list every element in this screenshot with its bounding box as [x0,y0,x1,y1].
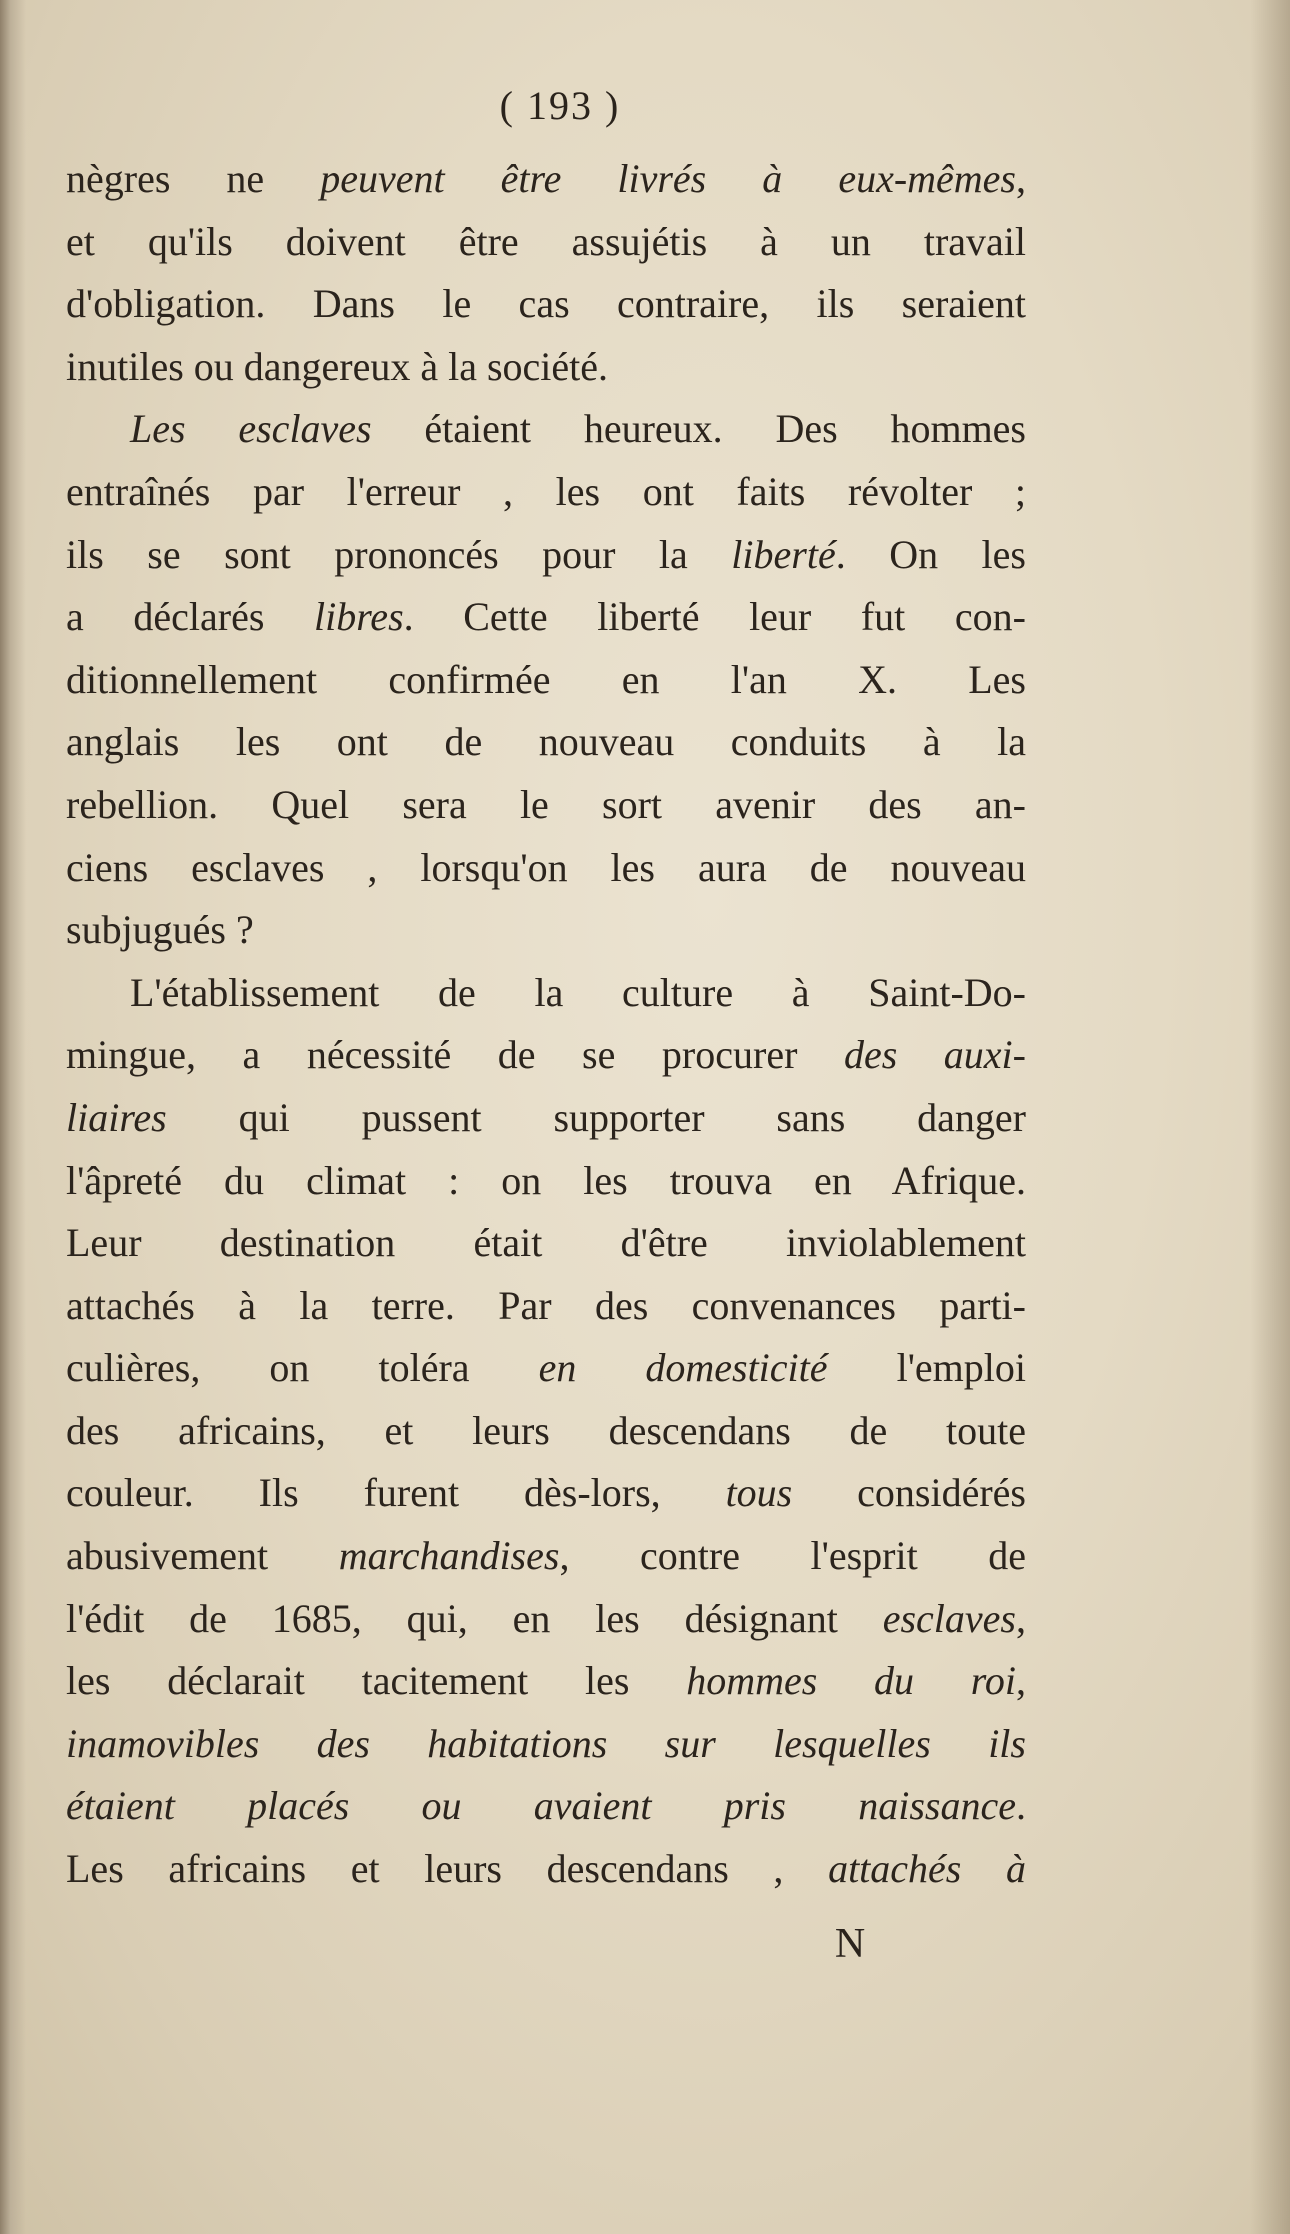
text-run: attachés à la terre. Par des convenances parti- [66,1282,1026,1328]
text-line [66,962,1026,1025]
text-run: abusivement [66,1533,339,1579]
italic-text: liaires [66,1094,167,1140]
text-line [66,1525,1026,1588]
text-line [66,1275,1026,1338]
text-run: les déclarait tacitement les [66,1658,687,1704]
text-line [66,1713,1026,1776]
text-line [66,1337,1026,1400]
text-run: , contre l'esprit de [559,1533,1026,1579]
text-run: anglais les ont de nouveau conduits à la [66,719,1026,765]
text-line [66,1775,1026,1838]
text-line [66,1212,1026,1275]
text-run: culières, on toléra [66,1345,539,1391]
italic-text: en domesticité [538,1345,828,1391]
text-run: . On les [835,531,1026,577]
text-run: inutiles ou dangereux à la société. [66,343,609,389]
text-line [66,711,1026,774]
body-text [66,148,1026,1901]
text-run: , [1016,1658,1026,1704]
text-run: L'établissement de la culture à Saint-Do- [130,969,1026,1015]
text-run: . [1016,1783,1026,1829]
text-line [66,837,1026,900]
text-run: nègres ne [66,156,321,201]
italic-text: liberté [731,531,836,577]
text-run: ditionnellement confirmée en l'an X. Les [66,656,1026,702]
text-line [66,649,1026,712]
text-run: ciens esclaves , lorsqu'on les aura de nouveau [66,844,1026,890]
text-line [66,211,1026,274]
text-run: entraînés par l'erreur , les ont faits révolter ; [66,468,1026,514]
text-line [66,1024,1026,1087]
text-run: des africains, et leurs descendans de toute [66,1407,1026,1453]
page-edge-shading [1250,0,1290,2234]
text-line [66,273,1026,336]
text-run: étaient heureux. Des hommes [371,406,1026,452]
italic-text: attachés à [828,1846,1026,1892]
text-line [66,1087,1026,1150]
text-line [66,1400,1026,1463]
text-line [66,774,1026,837]
italic-text: étaient placés ou avaient pris naissance [66,1783,1016,1829]
italic-text: tous [725,1470,793,1516]
text-run: qui pussent supporter sans danger [166,1094,1026,1140]
text-run: d'obligation. Dans le cas contraire, ils seraient [66,281,1026,327]
text-line [66,398,1026,461]
text-line [66,461,1026,524]
text-line [66,1462,1026,1525]
text-run: , [1016,1595,1026,1641]
text-run: rebellion. Quel sera le sort avenir des an- [66,781,1026,827]
text-run: ils se sont prononcés pour la [66,531,732,577]
binding-gutter-shadow [0,0,26,2234]
italic-text: esclaves [882,1595,1016,1641]
text-run: Les africains et leurs descendans , [66,1846,829,1892]
italic-text: libres [314,594,404,640]
text-run: , [1016,156,1026,201]
italic-text: peuvent être livrés à eux-mêmes [320,156,1017,201]
text-line [66,1150,1026,1213]
text-run: considérés [792,1470,1026,1516]
text-run: l'âpreté du climat : on les trouva en Afrique. [66,1157,1026,1203]
text-run: subjugués ? [66,907,254,953]
text-run: couleur. Ils furent dès-lors, [66,1470,726,1516]
page-number-header: ( 193 ) [499,83,621,128]
text-line [66,1650,1026,1713]
text-line [66,148,1026,211]
italic-text: inamovibles des habitations sur lesquelles ils [66,1720,1026,1766]
text-run: mingue, a nécessité de se procurer [66,1032,844,1078]
signature-mark: N [834,1921,866,1967]
text-line [66,1588,1026,1651]
text-line [66,524,1026,587]
text-run: l'emploi [827,1345,1026,1391]
text-run: l'édit de 1685, qui, en les désignant [66,1595,883,1641]
text-run: . Cette liberté leur fut con- [403,594,1026,640]
text-run: a déclarés [66,594,314,640]
text-line [66,899,1026,962]
italic-text: Les esclaves [130,406,372,452]
italic-text: marchandises [338,1533,560,1579]
text-run: Leur destination était d'être inviolablement [66,1220,1026,1266]
text-line [66,586,1026,649]
italic-text: hommes du roi [686,1658,1017,1704]
italic-text: des auxi- [843,1032,1026,1078]
text-line [66,1838,1026,1901]
text-line [66,336,1026,399]
text-run: et qu'ils doivent être assujétis à un travail [66,218,1026,264]
